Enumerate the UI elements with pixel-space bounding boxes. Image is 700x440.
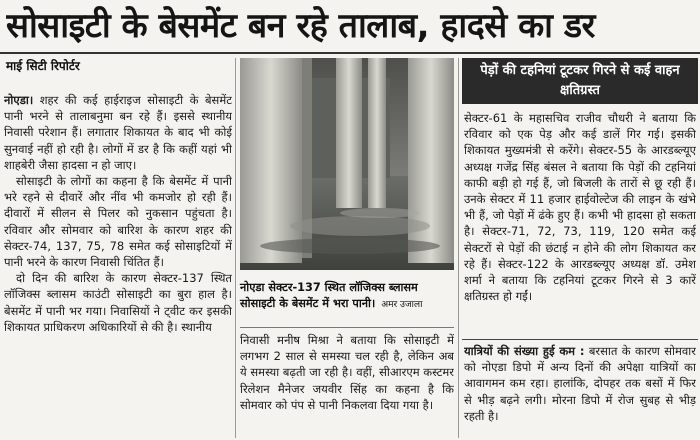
sidebar-divider — [458, 58, 459, 438]
photo-credit: अमर उजाला — [381, 300, 423, 310]
main-story-continuation — [240, 332, 454, 438]
headline: सोसाइटी के बेसमेंट बन रहे तालाब, हादसे का डर — [6, 6, 595, 46]
brief-text: बरसात के कारण सोमवार को नोएडा डिपो में अन्य दिनों की अपेक्षा यात्रियों का आवागमन कम रहा। हालांकि, दोपहर तक बसों में फिर से भीड़ बढ़ने लगी। मोरना डिपो में रोज सुबह से भीड़ रहती है। — [464, 344, 696, 423]
dateline: नोएडा। — [4, 93, 34, 107]
column-divider — [235, 58, 236, 438]
sidebar-headline: पेड़ों की टहनियां टूटकर गिरने से कई वाहन क्षतिग्रस्त — [462, 58, 698, 104]
sidebar-story-text: सेक्टर-61 के महासचिव राजीव चौधरी ने बताया कि रविवार को एक पेड़ और कई डालें गिर गई। इसकी शिकायत मुख्यमंत्री से करेंगे। सेक्टर-55 के आरडब्ल्यूए अध्यक्ष गजेंद्र सिंह बंसल ने बताया कि पेड़ों की टहनियां काफी बड़ी हो गई हैं, जो बिजली के तारों से छू रही हैं। उनके सेक्टर में 11 हजार हाईवोल्टेज की लाइन के खंभे भी हैं, जो पेड़ों में ढंके हुए हैं। कभी भी हादसा हो सकता है। सेक्टर-71, 72, 73, 119, 120 समेत कई सेक्टरों से पेड़ों की छंटाई न होने की लोग शिकायत कर रहे हैं। सेक्टर-122 के आरडब्ल्यूए अध्यक्ष डॉ. उमेश शर्मा ने बताया कि टहनियां टूटकर गिरने से 3 कारें क्षतिग्रस्त हो गईं। — [464, 111, 696, 304]
brief-paragraph — [464, 343, 696, 424]
headline-rule — [0, 52, 700, 54]
main-story-continuation-text: निवासी मनीष मिश्रा ने बताया कि सोसाइटी में लगभग 2 साल से समस्या चल रही है, लेकिन अब ये समस्या बढ़ती जा रही है। वहीं, सीआरएम कस्टमर रिलेशन मैनेजर जयवीर सिंह का कहना है कि सोमवार को पंप से पानी निकलवा दिया गया है। — [240, 333, 454, 412]
main-story-para-1-text: शहर की कई हाईराइज सोसाइटी के बेसमेंट पानी भरने से तालाबनुमा बन रहे हैं। इससे स्थानीय निवासी परेशान हैं। लगातार शिकायत के बाद भी कोई सुनवाई नहीं हो रही है। लोगों में डर है कि कहीं यहां भी शाहबेरी जैसा हादसा न हो जाए। — [4, 93, 232, 172]
main-story-para-1 — [4, 92, 232, 173]
sidebar-story — [464, 110, 696, 336]
main-story-para-3: दो दिन की बारिश के कारण सेक्टर-137 स्थित लॉजिक्स ब्लासम काउंटी सोसाइटी का बुरा हाल है। बेसमेंट में पानी भर गया। निवासियों ने ट्वीट कर इसकी शिकायत प्राधिकरण अधिकारियों से की है। स्थानीय — [4, 271, 232, 334]
main-story-column — [4, 92, 232, 438]
flooded-basement-image — [240, 58, 454, 270]
basement-flood-photo — [240, 58, 454, 270]
caption-rule — [240, 327, 454, 328]
brief-story — [464, 343, 696, 438]
photo-caption-text: नोएडा सेक्टर-137 स्थित लॉजिक्स ब्लासम सोसाइटी के बेसमेंट में भरा पानी। — [240, 281, 418, 310]
photo-caption — [240, 280, 454, 326]
byline: माई सिटी रिपोर्टर — [6, 59, 80, 73]
brief-subhead: यात्रियों की संख्या हुई कम : — [464, 344, 585, 358]
main-story-para-2: सोसाइटी के लोगों का कहना है कि बेसमेंट में पानी भरे रहने से दीवारें और नींव भी कमजोर हो रही हैं। दीवारों में सीलन से पिलर को नुकसान पहुंचता है। रविवार और सोमवार को बारिश के कारण शहर की सेक्टर-74, 137, 75, 78 समेत कई सोसाइटियों में पानी भरने के कारण निवासी चिंतित हैं। — [4, 174, 232, 270]
brief-rule — [462, 339, 698, 340]
